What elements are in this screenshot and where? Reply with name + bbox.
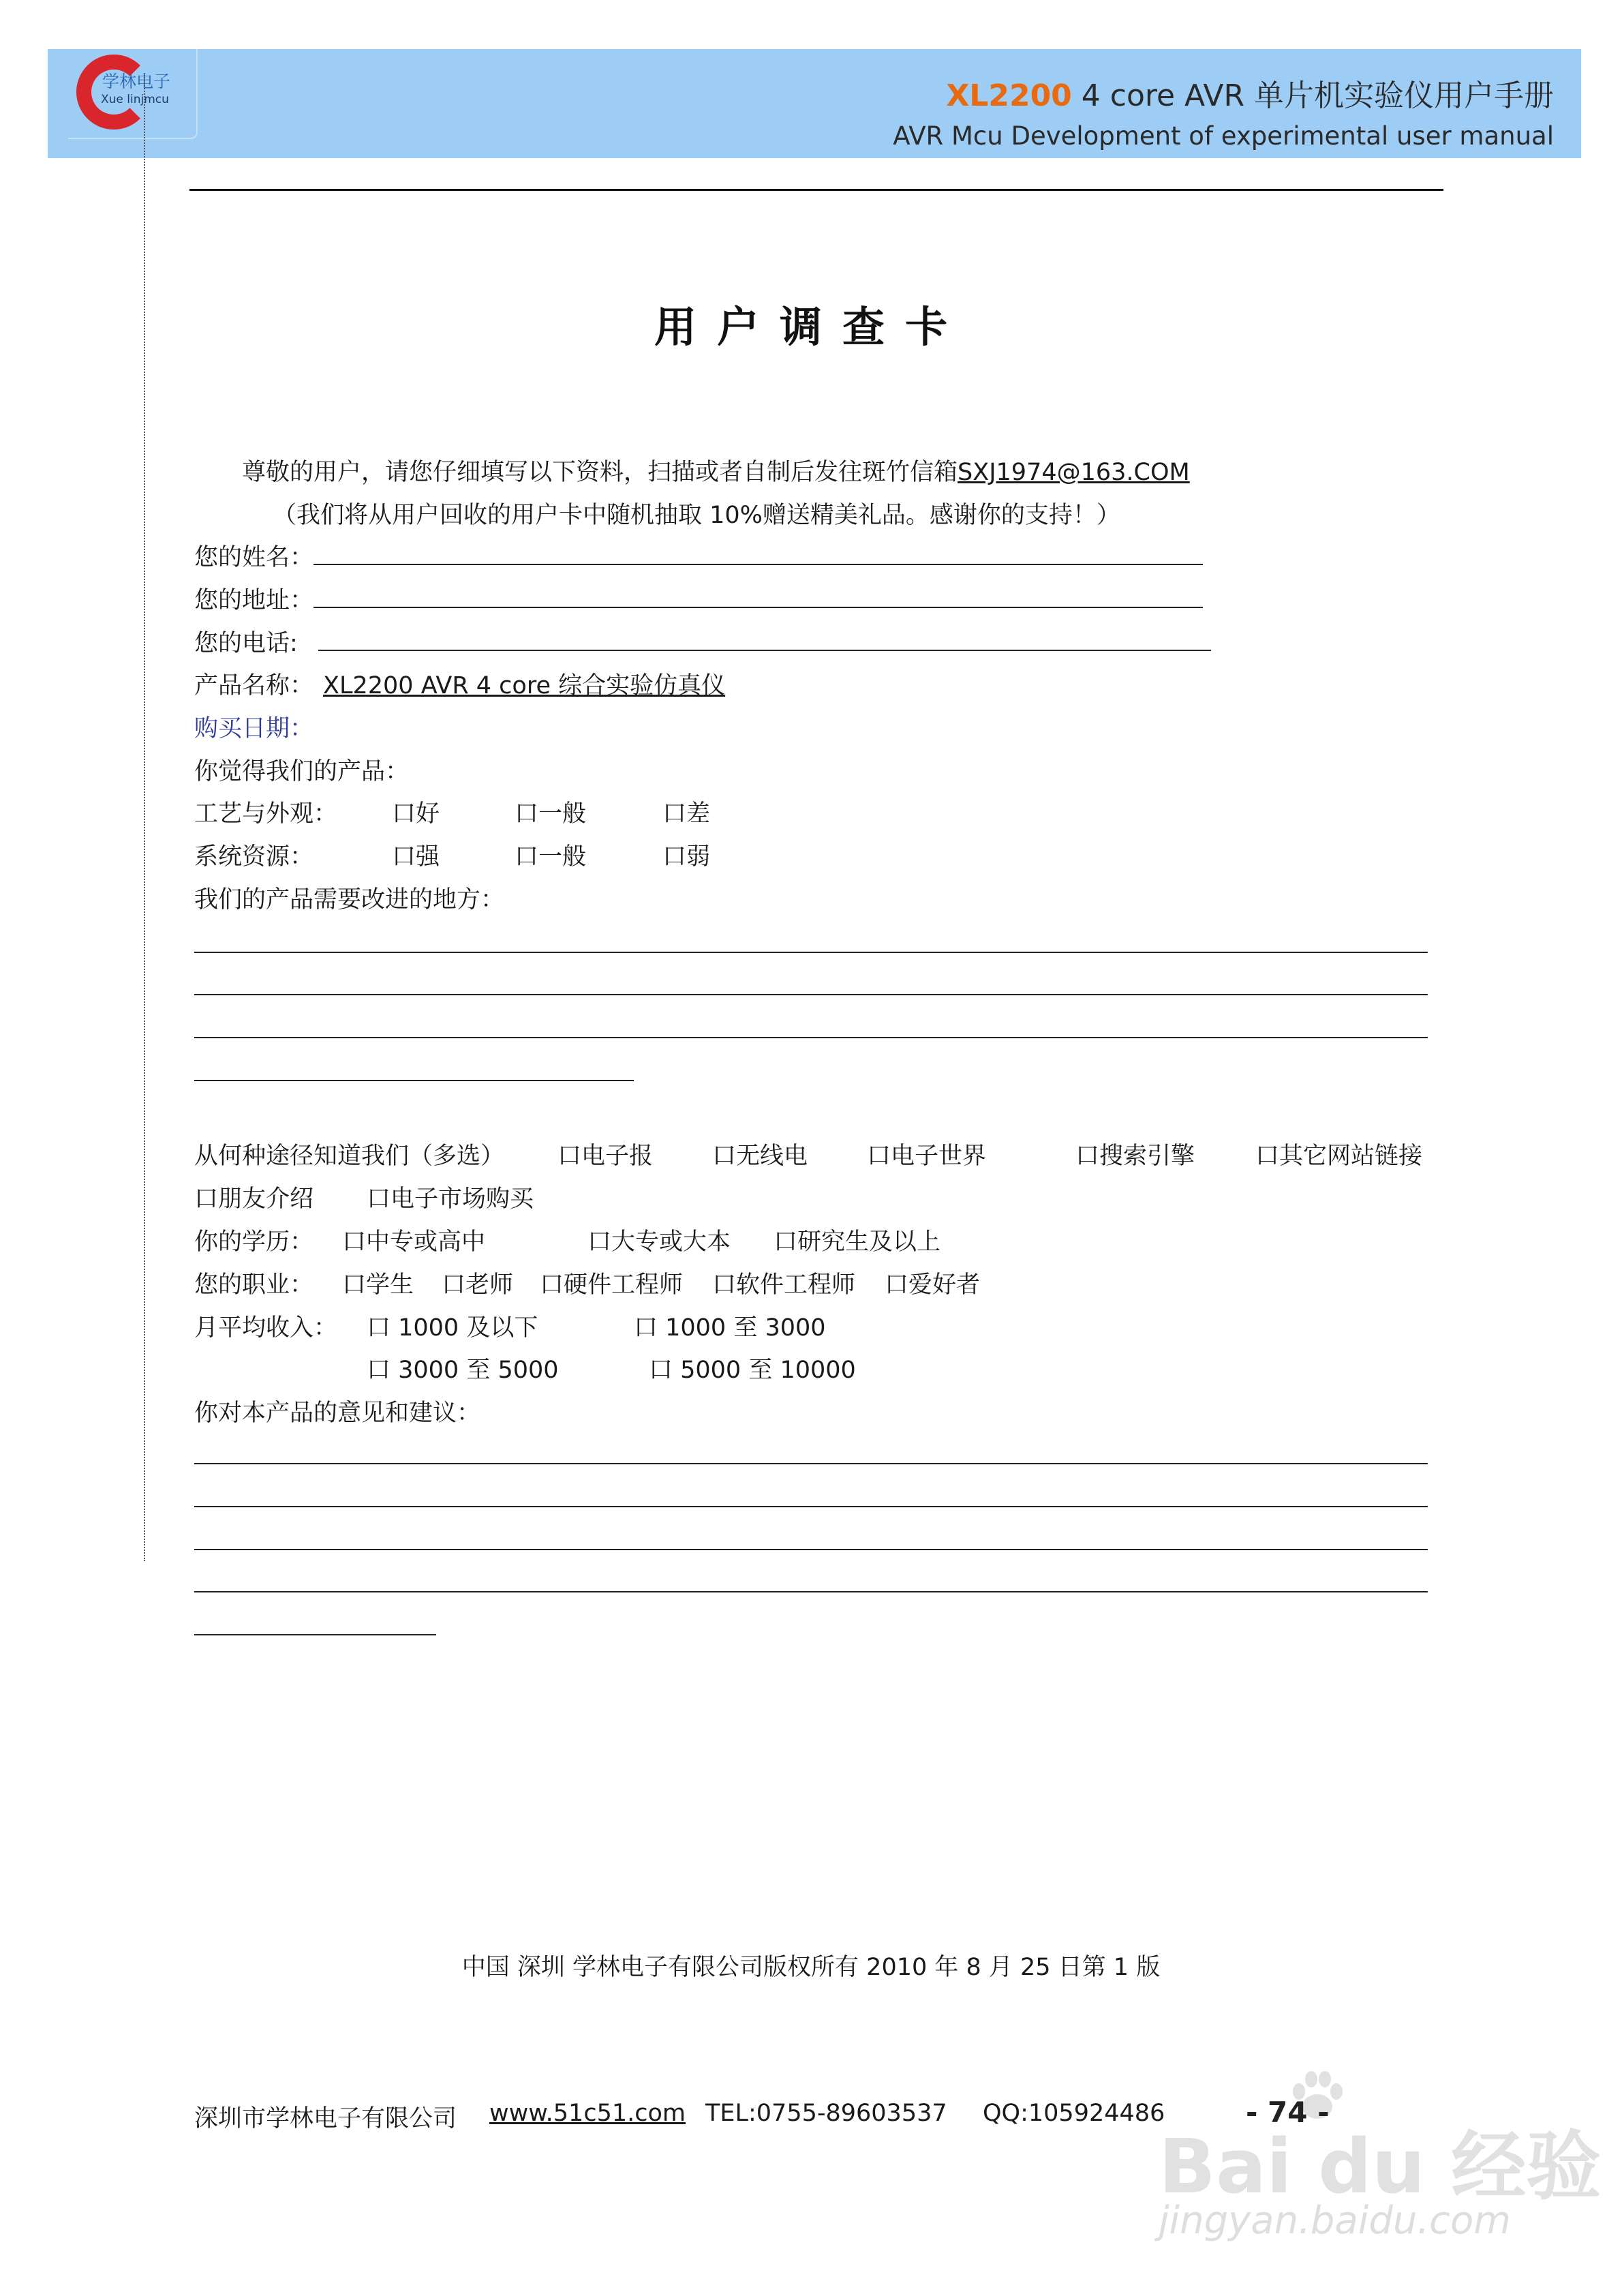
income-option-1000-3000[interactable]: 口 1000 至 3000 <box>634 1314 826 1342</box>
address-row <box>194 581 1203 616</box>
footer-tel: TEL:0755-89603537 <box>705 2100 947 2127</box>
suggest-line-2[interactable] <box>194 1506 1428 1507</box>
page-number: - 74 - <box>1246 2096 1330 2129</box>
phone-row <box>194 624 1211 659</box>
improve-label: 我们的产品需要改进的地方： <box>194 886 505 913</box>
improve-line-1[interactable] <box>194 952 1428 953</box>
phone-field[interactable] <box>318 629 1211 651</box>
intro-line <box>242 453 1190 487</box>
doc-title: 用户调查卡 <box>654 302 968 352</box>
channel-option-search-engine[interactable]: 口搜索引擎 <box>1075 1143 1195 1170</box>
header-subtitle: AVR Mcu Development of experimental user manual <box>893 121 1554 151</box>
opinion-question: 你觉得我们的产品： <box>194 758 410 785</box>
copyright-line: 中国 深圳 学林电子有限公司版权所有 2010 年 8 月 25 日第 1 版 <box>461 1954 1161 1981</box>
channel-option-other-site[interactable]: 口其它网站链接 <box>1255 1143 1423 1170</box>
phone-label: 您的电话: <box>194 630 298 657</box>
logo-en-text: Xue linjmcu <box>101 93 169 106</box>
suggest-line-3[interactable] <box>194 1549 1428 1550</box>
product-row <box>194 667 725 701</box>
logo-cn-text: 学林电子 <box>102 72 171 91</box>
email-link[interactable]: SXJ1974@163.COM <box>958 459 1190 486</box>
header-title-rest: 4 core AVR 单片机实验仪用户手册 <box>1071 78 1554 113</box>
footer-company: 深圳市学林电子有限公司 <box>194 2105 457 2132</box>
header-title-accent: XL2200 <box>946 78 1072 113</box>
channel-option-electronics-world[interactable]: 口电子世界 <box>867 1143 987 1170</box>
intro-text: 尊敬的用户，请您仔细填写以下资料，扫描或者自制后发往斑竹信箱 <box>242 459 958 486</box>
channel-option-market[interactable]: 口电子市场购买 <box>367 1185 534 1213</box>
improve-line-2[interactable] <box>194 994 1428 995</box>
suggest-line-1[interactable] <box>194 1463 1428 1464</box>
watermark-main: Bai du 经验 <box>1159 2123 1602 2210</box>
craft-option-good[interactable]: 口好 <box>392 800 440 828</box>
resource-label: 系统资源： <box>194 843 314 871</box>
job-option-student[interactable]: 口学生 <box>342 1271 414 1299</box>
income-option-below-1000[interactable]: 口 1000 及以下 <box>367 1314 538 1342</box>
name-row <box>194 539 1203 573</box>
product-label: 产品名称： <box>194 672 314 699</box>
channel-label: 从何种途径知道我们（多选） <box>194 1143 505 1170</box>
header-title <box>946 71 1554 115</box>
craft-label: 工艺与外观： <box>194 800 338 828</box>
craft-option-average[interactable]: 口一般 <box>515 800 587 828</box>
income-option-3000-5000[interactable]: 口 3000 至 5000 <box>367 1357 559 1384</box>
resource-option-average[interactable]: 口一般 <box>515 843 587 871</box>
edu-option-high-school[interactable]: 口中专或高中 <box>342 1228 486 1256</box>
channel-option-radio[interactable]: 口无线电 <box>712 1143 808 1170</box>
footer-qq: QQ:105924486 <box>983 2100 1165 2127</box>
suggest-label: 你对本产品的意见和建议： <box>194 1400 481 1427</box>
purchase-label: 购买日期： <box>194 715 314 742</box>
job-label: 您的职业： <box>194 1271 314 1299</box>
job-option-hardware-engineer[interactable]: 口硬件工程师 <box>540 1271 684 1299</box>
address-label: 您的地址： <box>194 587 314 614</box>
address-field[interactable] <box>313 586 1203 608</box>
improve-line-3[interactable] <box>194 1037 1428 1038</box>
craft-option-poor[interactable]: 口差 <box>662 800 711 828</box>
improve-line-4[interactable] <box>194 1080 634 1081</box>
name-label: 您的姓名： <box>194 544 314 571</box>
suggest-line-5[interactable] <box>194 1634 436 1635</box>
job-option-teacher[interactable]: 口老师 <box>442 1271 514 1299</box>
header-rule <box>189 189 1443 191</box>
resource-option-weak[interactable]: 口弱 <box>662 843 711 871</box>
income-label: 月平均收入： <box>194 1314 338 1342</box>
edu-label: 你的学历： <box>194 1228 314 1256</box>
income-option-5000-10000[interactable]: 口 5000 至 10000 <box>649 1357 856 1384</box>
product-value: XL2200 AVR 4 core 综合实验仿真仪 <box>323 672 726 699</box>
watermark-sub: jingyan.baidu.com <box>1159 2199 1511 2243</box>
footer-website-link[interactable]: www.51c51.com <box>489 2100 686 2127</box>
channel-option-newspaper[interactable]: 口电子报 <box>557 1143 654 1170</box>
resource-option-strong[interactable]: 口强 <box>392 843 440 871</box>
edu-option-college[interactable]: 口大专或大本 <box>587 1228 731 1256</box>
name-field[interactable] <box>313 543 1203 565</box>
edu-option-graduate[interactable]: 口研究生及以上 <box>774 1228 941 1256</box>
channel-option-friend[interactable]: 口朋友介绍 <box>194 1185 314 1213</box>
job-option-software-engineer[interactable]: 口软件工程师 <box>712 1271 856 1299</box>
job-option-hobbyist[interactable]: 口爱好者 <box>885 1271 981 1299</box>
suggest-line-4[interactable] <box>194 1591 1428 1592</box>
note-line: （我们将从用户回收的用户卡中随机抽取 10%赠送精美礼品。感谢你的支持！） <box>273 502 1120 529</box>
